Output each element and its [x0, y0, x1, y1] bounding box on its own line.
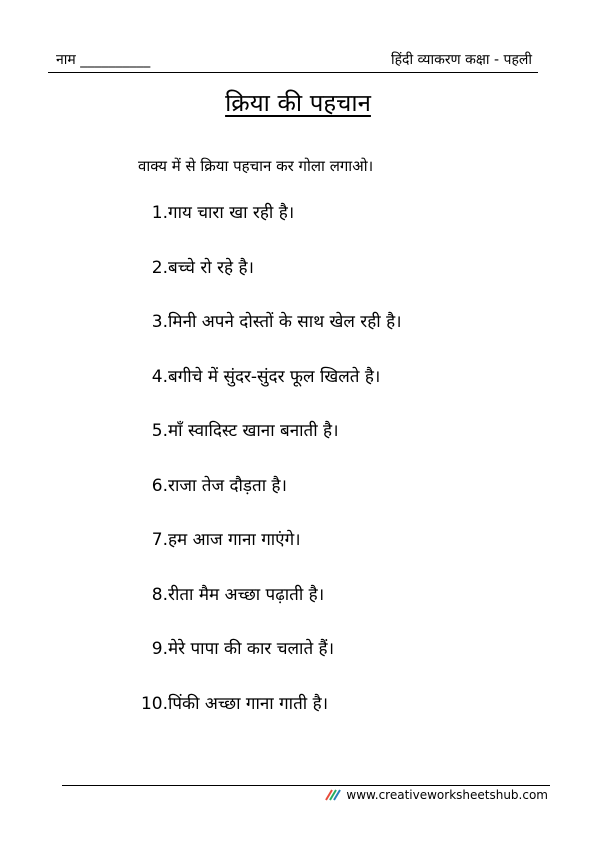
- list-item: [128, 418, 402, 473]
- item-number: 10.: [140, 693, 168, 714]
- website-link[interactable]: www.creativeworksheetshub.com: [346, 788, 548, 802]
- item-sentence: मिनी अपने दोस्तों के साथ खेल रही है।: [168, 312, 402, 332]
- worksheet-title-wrapper: [0, 86, 596, 119]
- worksheet-title: क्रिया की पहचान: [225, 89, 371, 117]
- item-number: 3.: [151, 312, 168, 332]
- list-item: [128, 473, 402, 528]
- name-field-label: नाम __________: [56, 52, 151, 68]
- footer-divider: [62, 785, 550, 786]
- item-number: 8.: [151, 584, 168, 605]
- item-number: 1.: [151, 203, 168, 223]
- item-sentence: बच्चे रो रहे है।: [168, 257, 254, 278]
- item-sentence: मेरे पापा की कार चलाते हैं।: [168, 639, 335, 659]
- item-number: 7.: [151, 530, 168, 550]
- list-item: [128, 309, 402, 364]
- pencils-logo-icon: [324, 788, 342, 802]
- item-sentence: पिंकी अच्छा गाना गाती है।: [168, 693, 329, 714]
- list-item: [128, 200, 402, 255]
- item-number: 5.: [151, 421, 168, 441]
- item-number: 2.: [151, 257, 168, 278]
- item-number: 4.: [151, 366, 168, 387]
- sentence-list: [128, 200, 402, 745]
- item-sentence: हम आज गाना गाएंगे।: [168, 530, 301, 550]
- list-item: [128, 255, 402, 310]
- list-item: [128, 364, 402, 419]
- item-sentence: गाय चारा खा रही है।: [168, 203, 295, 223]
- item-number: 9.: [151, 639, 168, 659]
- subject-class-label: हिंदी व्याकरण कक्षा - पहली: [390, 52, 532, 68]
- item-number: 6.: [151, 475, 168, 496]
- list-item: [128, 582, 402, 637]
- list-item: [128, 691, 402, 746]
- list-item: [128, 636, 402, 691]
- instruction-text: वाक्य में से क्रिया पहचान कर गोला लगाओ।: [138, 157, 374, 175]
- footer: [324, 788, 548, 802]
- item-sentence: माँ स्वादिस्ट खाना बनाती है।: [168, 421, 339, 441]
- worksheet-header: [48, 48, 538, 73]
- item-sentence: रीता मैम अच्छा पढ़ाती है।: [168, 584, 325, 605]
- item-sentence: बगीचे में सुंदर-सुंदर फूल खिलते है।: [168, 366, 381, 387]
- item-sentence: राजा तेज दौड़ता है।: [168, 475, 287, 496]
- list-item: [128, 527, 402, 582]
